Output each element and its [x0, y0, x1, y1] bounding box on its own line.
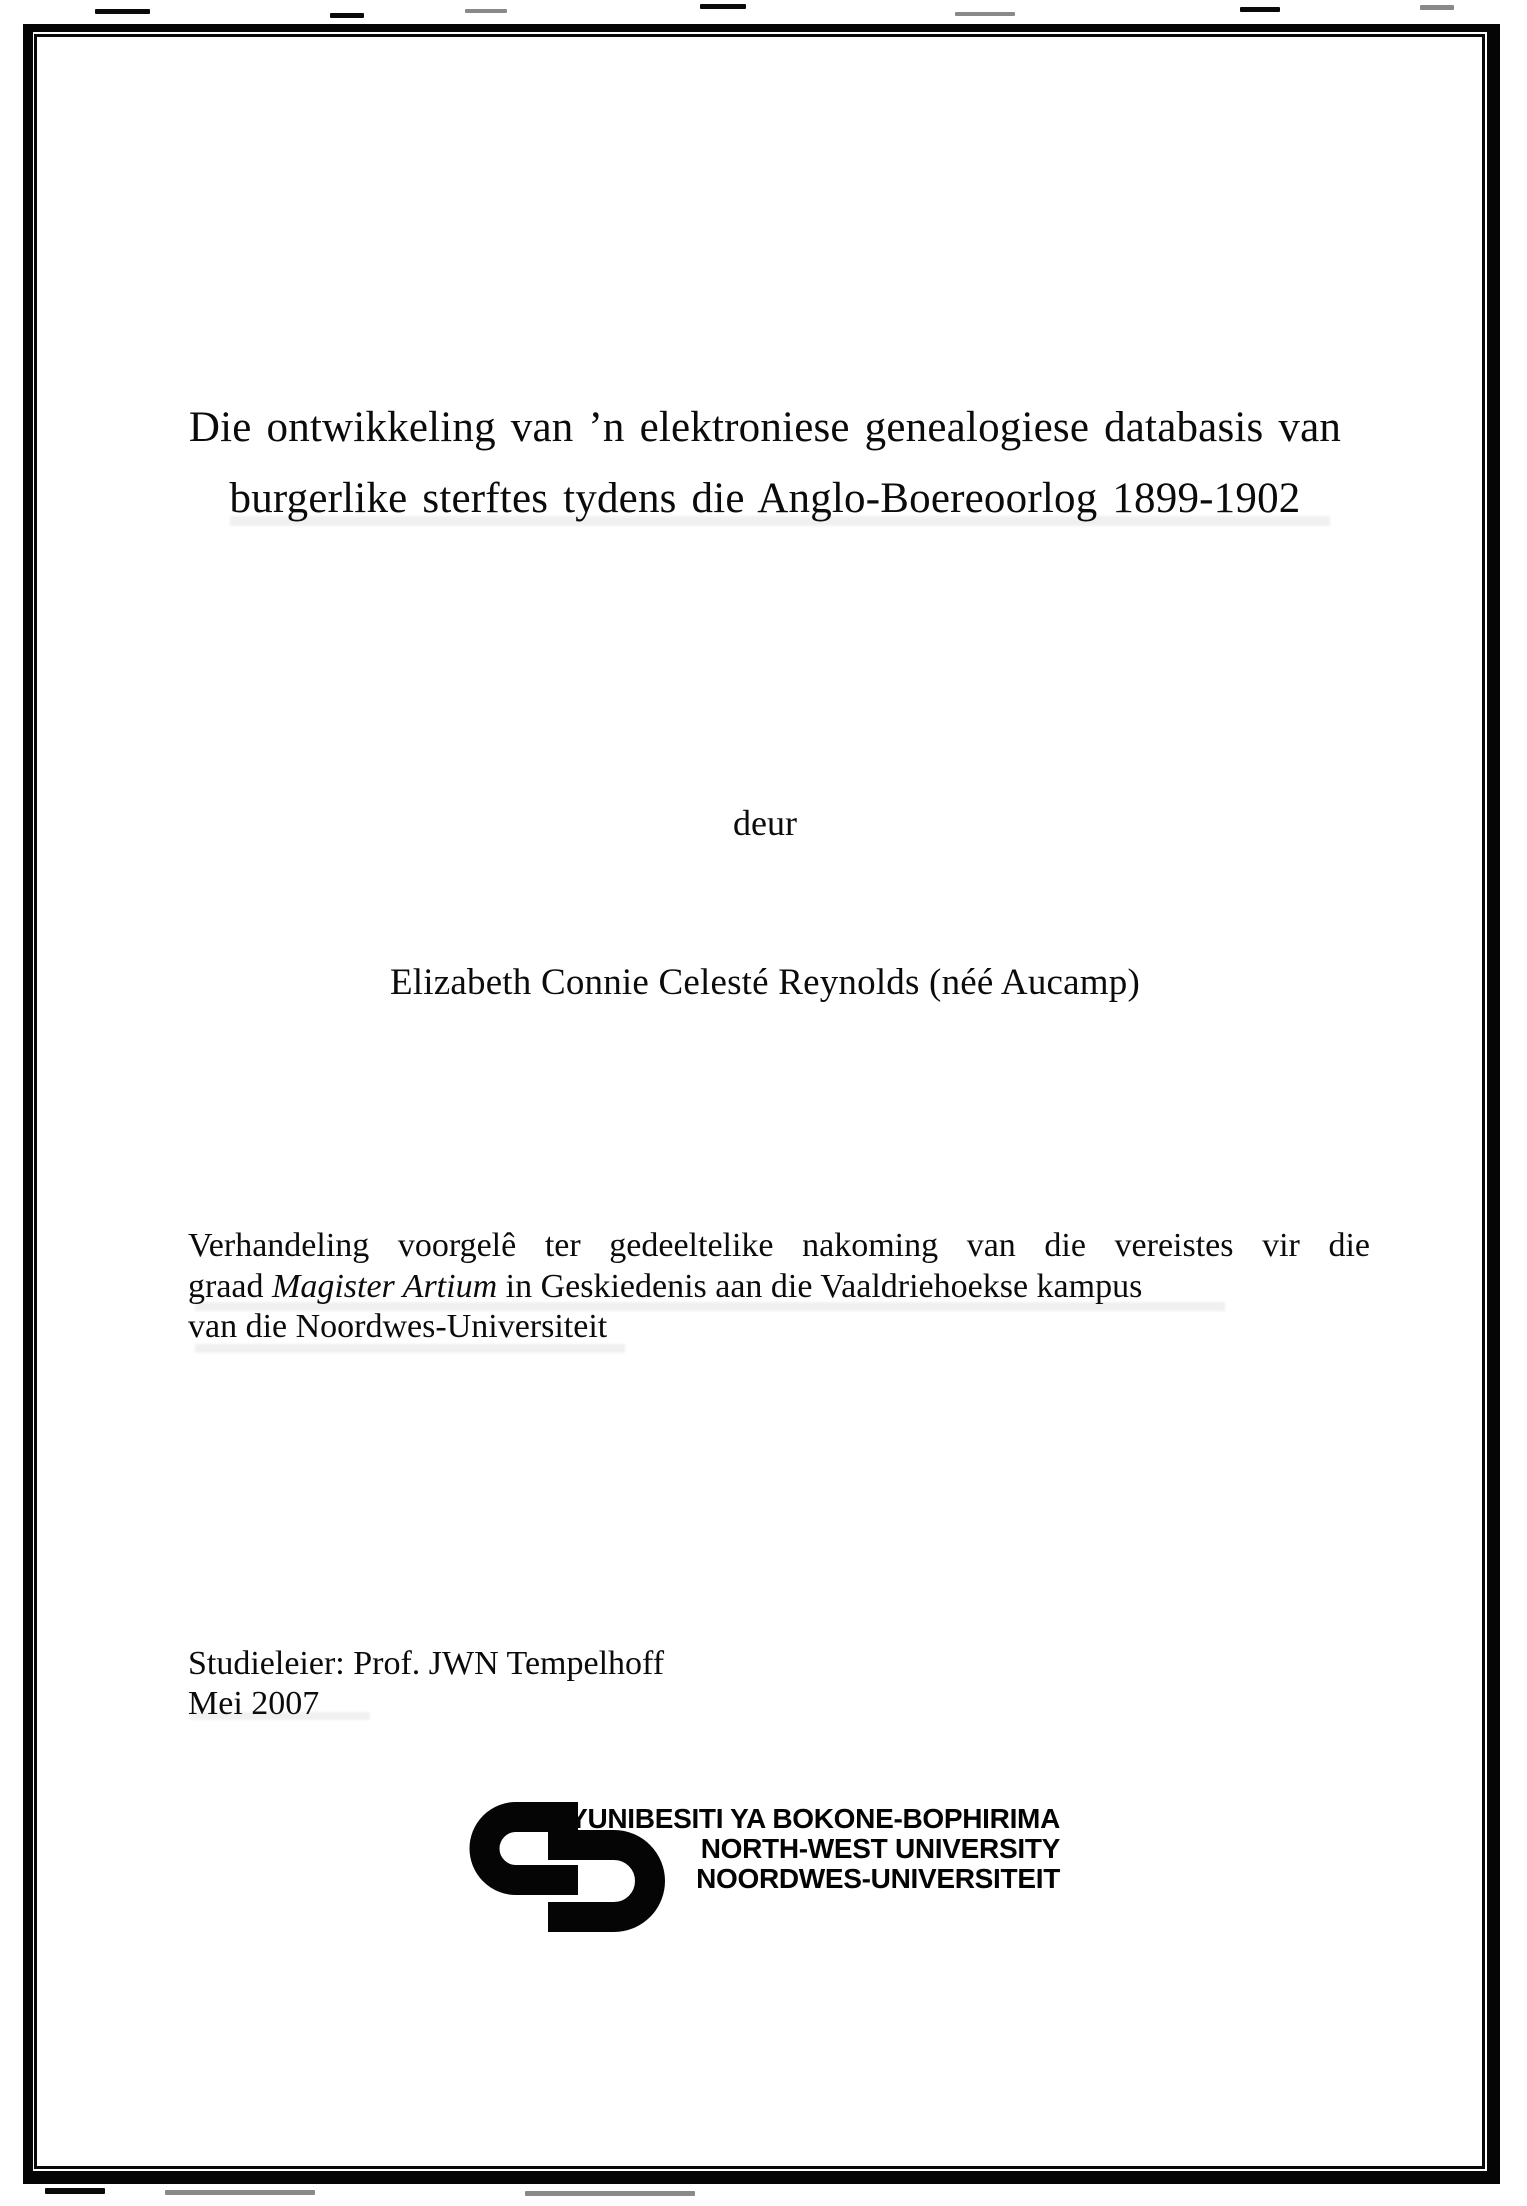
scan-artifact — [95, 9, 150, 14]
scan-artifact — [330, 13, 364, 18]
scan-artifact — [465, 9, 507, 13]
date-line: Mei 2007 — [188, 1685, 320, 1722]
degree-statement-line3: van die Noordwes-Universiteit — [188, 1308, 608, 1345]
thesis-title-line2: burgerlike sterftes tydens die Anglo-Boereoorlog 1899-1902 — [229, 475, 1301, 522]
scan-artifact — [1420, 5, 1454, 10]
nwu-logo-wordmark — [569, 1804, 1060, 1894]
logo-line-afrikaans: NOORDWES-UNIVERSITEIT — [696, 1863, 1060, 1894]
degree-statement-line2-prefix: graad — [188, 1267, 273, 1305]
degree-statement — [188, 1226, 1370, 1348]
logo-line-english: NORTH-WEST UNIVERSITY — [700, 1833, 1060, 1864]
supervisor-block — [188, 1644, 1088, 1724]
degree-name-italic: Magister Artium — [272, 1267, 498, 1305]
degree-statement-line1: Verhandeling voorgelê ter gedeeltelike nakoming van die vereistes vir die — [188, 1227, 1370, 1264]
scan-artifact — [955, 12, 1015, 16]
supervisor-line: Studieleier: Prof. JWN Tempelhoff — [188, 1645, 665, 1682]
scan-artifact — [525, 2191, 695, 2196]
logo-line-setswana: YUNIBESITI YA BOKONE-BOPHIRIMA — [569, 1803, 1060, 1834]
degree-statement-line2 — [188, 1267, 1370, 1308]
scan-artifact — [165, 2190, 315, 2195]
scan-artifact — [700, 4, 746, 9]
degree-statement-line2-suffix: in Geskiedenis aan die Vaaldriehoekse kampus — [497, 1267, 1143, 1305]
byline-label: deur — [733, 803, 797, 843]
author-name: Elizabeth Connie Celesté Reynolds (néé Aucamp) — [389, 962, 1140, 1003]
scan-artifact — [1240, 7, 1280, 12]
thesis-title-line1: Die ontwikkeling van ’n elektroniese genealogiese databasis van — [188, 404, 1342, 451]
scan-artifact — [45, 2188, 105, 2194]
thesis-title — [175, 392, 1355, 534]
